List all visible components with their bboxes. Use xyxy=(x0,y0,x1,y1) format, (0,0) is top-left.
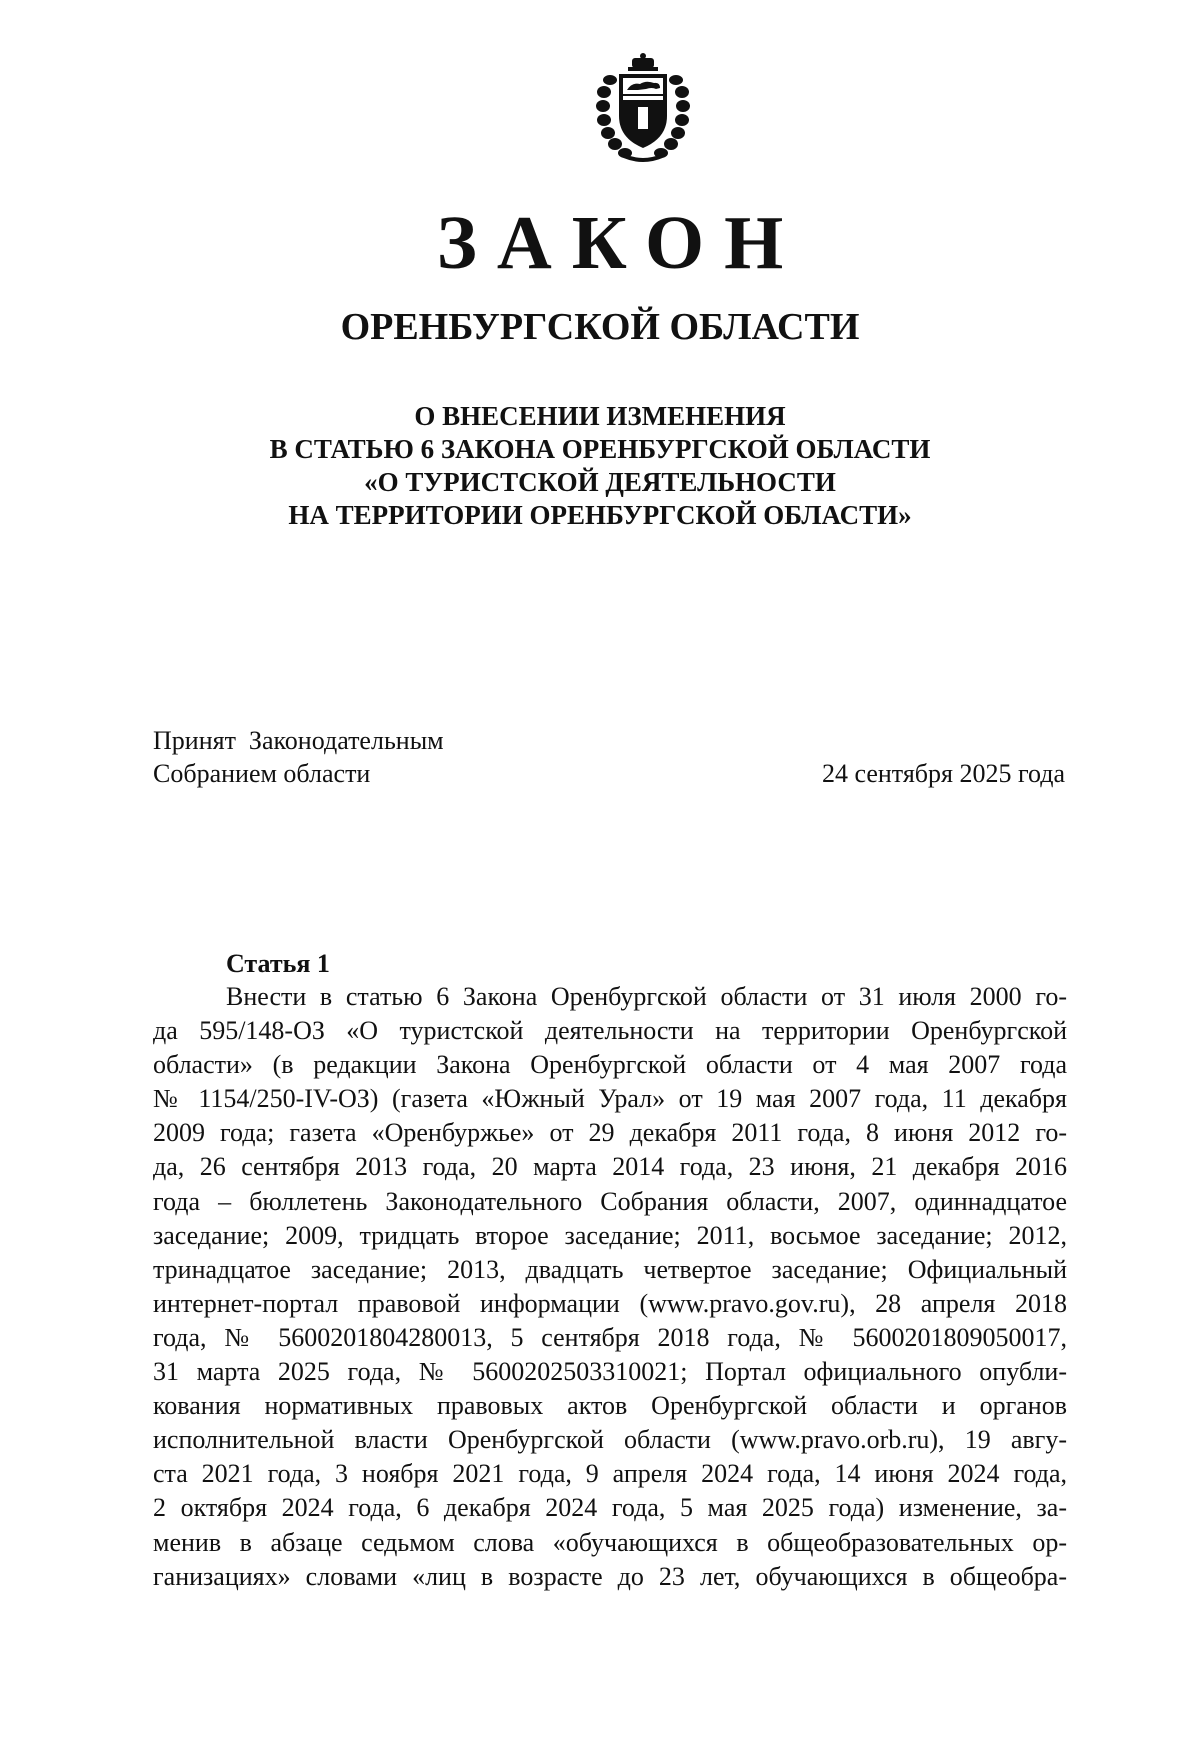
subject-line: «О ТУРИСТСКОЙ ДЕЯТЕЛЬНОСТИ xyxy=(364,467,836,497)
article-heading: Статья 1 xyxy=(226,949,330,978)
article-line: да 595/148-ОЗ «О туристской деятельности на территории Оренбургской xyxy=(153,1016,1067,1046)
article-line: да, 26 сентября 2013 года, 20 марта 2014 года, 23 июня, 21 декабря 2016 xyxy=(153,1152,1067,1182)
region-title: ОРЕНБУРГСКОЙ ОБЛАСТИ xyxy=(340,306,860,348)
adoption-statement xyxy=(153,724,444,790)
article-line: ганизациях» словами «лиц в возрасте до 23 лет, обучающихся в общеобра- xyxy=(153,1561,1067,1591)
article-line: года – бюллетень Законодательного Собрания области, 2007, одиннадцатое xyxy=(153,1186,1067,1216)
article-line: ста 2021 года, 3 ноября 2021 года, 9 апреля 2024 года, 14 июня 2024 года, xyxy=(153,1459,1067,1489)
article-line: № 1154/250-IV-ОЗ) (газета «Южный Урал» от 19 мая 2007 года, 11 декабря xyxy=(153,1084,1067,1114)
adoption-line-2: Собранием области xyxy=(153,759,371,788)
article-line: тринадцатое заседание; 2013, двадцать четвертое заседание; Официальный xyxy=(153,1254,1067,1284)
article-line: менив в абзаце седьмом слова «обучающихся в общеобразовательных ор- xyxy=(153,1527,1067,1557)
law-title: ЗАКОН xyxy=(436,201,804,285)
law-subject xyxy=(0,400,1200,532)
adoption-line-1: Принят Законодательным xyxy=(153,726,444,755)
article-line: кования нормативных правовых актов Оренбургской области и органов xyxy=(153,1391,1067,1421)
article-line: 2 октября 2024 года, 6 декабря 2024 года, 5 мая 2025 года) изменение, за- xyxy=(153,1493,1067,1523)
article-line: 2009 года; газета «Оренбуржье» от 29 декабря 2011 года, 8 июня 2012 го- xyxy=(153,1118,1067,1148)
article-line: исполнительной власти Оренбургской области (www.pravo.orb.ru), 19 авгу- xyxy=(153,1425,1067,1455)
subject-line: О ВНЕСЕНИИ ИЗМЕНЕНИЯ xyxy=(414,401,786,431)
article-line: года, № 5600201804280013, 5 сентября 2018 года, № 5600201809050017, xyxy=(153,1322,1067,1352)
article-line: области» (в редакции Закона Оренбургской области от 4 мая 2007 года xyxy=(153,1050,1067,1080)
article-line: заседание; 2009, тридцать второе заседание; 2011, восьмое заседание; 2012, xyxy=(153,1220,1067,1250)
article-line: Внести в статью 6 Закона Оренбургской области от 31 июля 2000 го- xyxy=(226,982,1067,1011)
article-line: интернет-портал правовой информации (www.pravo.gov.ru), 28 апреля 2018 xyxy=(153,1288,1067,1318)
article-body xyxy=(153,980,1067,1594)
adoption-date: 24 сентября 2025 года xyxy=(821,759,1065,788)
subject-line: НА ТЕРРИТОРИИ ОРЕНБУРГСКОЙ ОБЛАСТИ» xyxy=(288,500,912,530)
oblast-coat-of-arms-icon xyxy=(594,52,692,164)
subject-line: В СТАТЬЮ 6 ЗАКОНА ОРЕНБУРГСКОЙ ОБЛАСТИ xyxy=(269,434,931,464)
article-line: 31 марта 2025 года, № 5600202503310021; Портал официального опубли- xyxy=(153,1357,1067,1387)
